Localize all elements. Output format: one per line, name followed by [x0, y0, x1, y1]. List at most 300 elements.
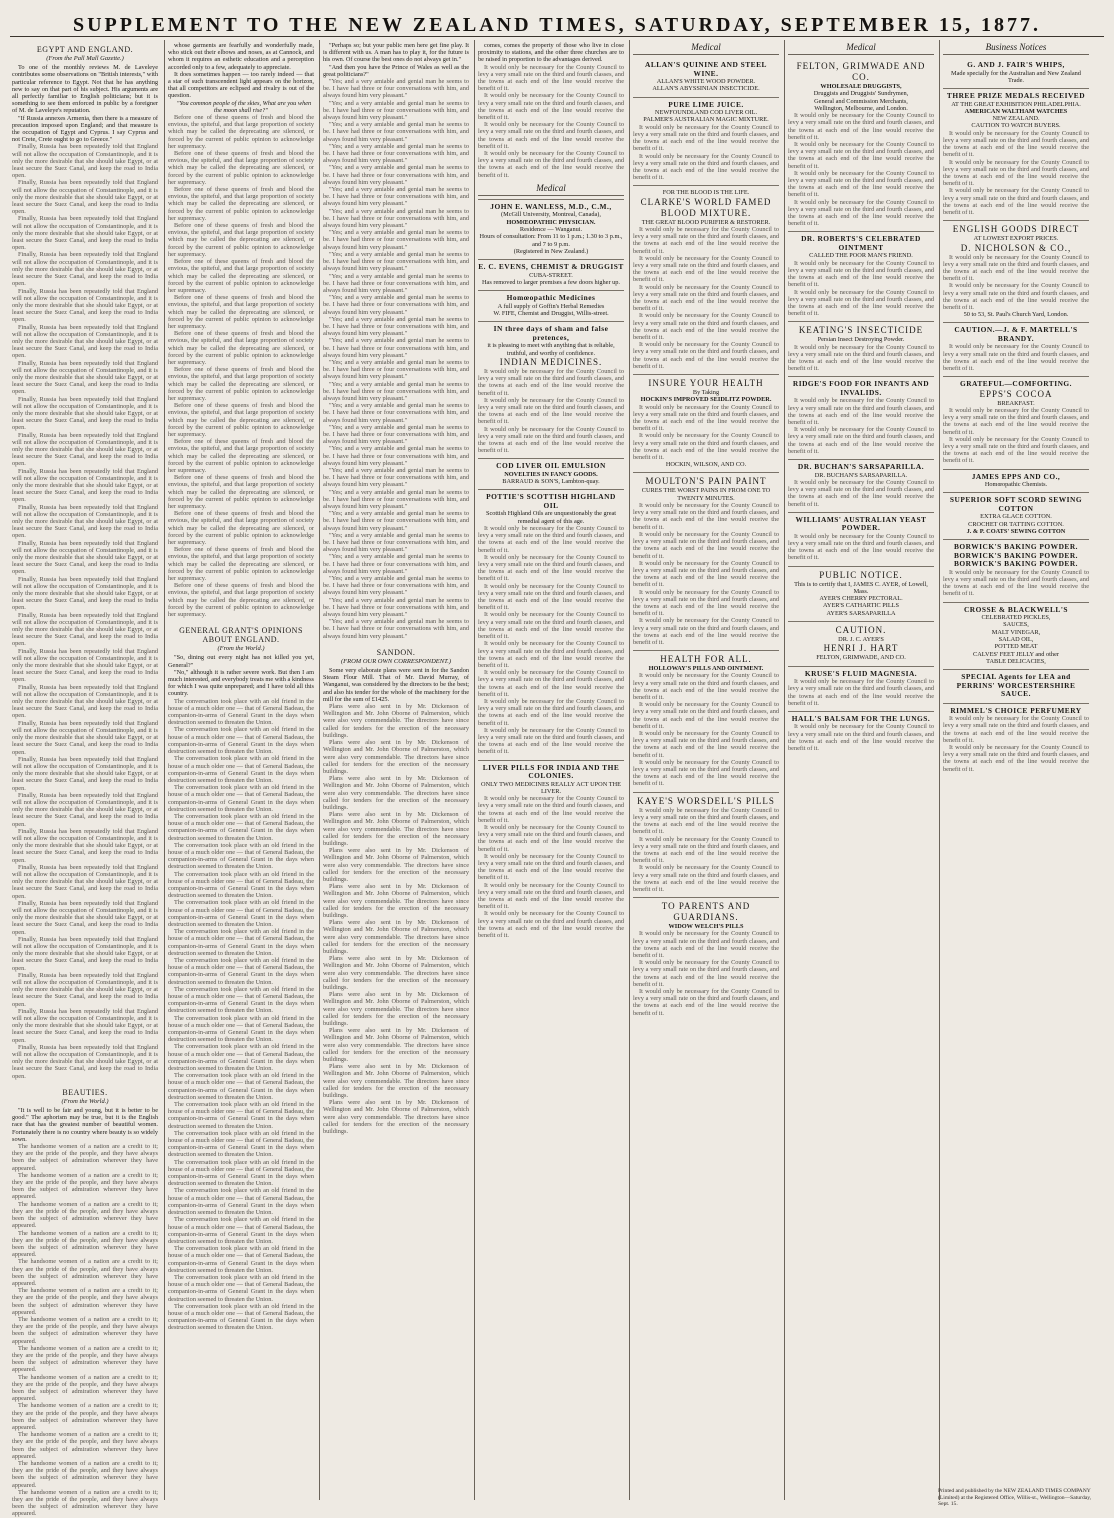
ad-line: FOR THE BLOOD IS THE LIFE.: [662, 189, 750, 197]
article-paragraph: Before one of these queens of fresh and blood the envious, the spiteful, and that large proportion of society which may be called the deprecating are silenced, or forced by the current of public opinion to acknowledge her supremacy.: [168, 402, 314, 438]
article-paragraph: "Yes; and a very amiable and genial man he seems to be. I have had three or four conversations with him, and always found him very pleasant.": [323, 553, 469, 575]
masthead: SUPPLEMENT TO THE NEW ZEALAND TIMES, SATURDAY, SEPTEMBER 15, 1877.: [72, 14, 1041, 36]
article-paragraph: "And then you have the Prince of Wales as well as the great politicians?": [323, 63, 469, 78]
article-paragraph: It does sometimes happen — too rarely indeed — that a star of such transcendent light appears on the horizon, that all competitors are eclipsed and rivalry is out of the question.: [168, 70, 314, 100]
article-paragraph: Before one of these queens of fresh and blood the envious, the spiteful, and that large proportion of society which may be called the deprecating are silenced, or forced by the current of public opinion to acknowledge her supremacy.: [168, 582, 314, 619]
ad-line: INDIAN MEDICINES.: [499, 356, 603, 367]
ad-title: CROSSE & BLACKWELL'S: [963, 604, 1069, 614]
ad-line: AT LOWEST EXPORT PRICES.: [973, 235, 1059, 243]
article-paragraph: The conversation took place with an old friend in the house of a much older one — that of General Badeau, the companion-in-arms of General Grant in the days when destruction seemed to threaten the Union.: [168, 1014, 314, 1044]
column-divider: [164, 40, 165, 1500]
article-paragraph: Finally, Russia has been repeatedly told that England will not allow the occupation of Constantinople, and it is only the more desirable that she should take Egypt, or at least secure the Suez Canal, and keep the road to India open.: [12, 575, 158, 612]
article-paragraph: The conversation took place with an old friend in the house of a much older one — that of General Badeau, the companion-in-arms of General Grant in the days when destruction seemed to threaten the Union.: [168, 899, 314, 928]
article-paragraph: The conversation took place with an old friend in the house of a much older one — that of General Badeau, the companion-in-arms of General Grant in the days when destruction seemed to threaten the Union.: [168, 1216, 314, 1245]
article-paragraph: The handsome women of a nation are a credit to it; they are the pride of the people, and they have always been the subject of admiration wherever they have appeared.: [12, 1171, 158, 1201]
ad-body: It would only be necessary for the County Council to levy a very small rate on the third and fourth classes, and the towns at each end of the line would receive the benefit of it.: [943, 715, 1089, 744]
ad-title: RIMMEL'S CHOICE PERFUMERY: [950, 705, 1082, 715]
advertisement: [478, 760, 624, 944]
ad-title: JAMES EPPS AND CO.,: [971, 471, 1061, 481]
ad-body: It would only be necessary for the County Council to levy a very small rate on the third and fourth classes, and the towns at each end of the line would receive the benefit of it.: [633, 672, 779, 702]
ad-line: Druggists and Druggists' Sundrymen,: [813, 90, 909, 98]
ad-title: KRUSE'S FLUID MAGNESIA.: [804, 668, 918, 678]
ad-title: BORWICK'S BAKING POWDER.: [953, 559, 1079, 569]
article-paragraph: Plans were also sent in by Mr. Dickenson of Wellington and Mr. John Oborne of Palmerston, which were also very commendable. The directors have since called for tenders for the erection of the necessary buildings.: [323, 739, 469, 775]
article-paragraph: Finally, Russia has been repeatedly told that England will not allow the occupation of Constantinople, and it is only the more desirable that she should take Egypt, or at least secure the Suez Canal, and keep the road to India open.: [12, 755, 158, 792]
article-paragraph: Finally, Russia has been repeatedly told that England will not allow the occupation of Constantinople, and it is only the more desirable that she should take Egypt, or at least secure the Suez Canal, and keep the road to India open.: [12, 287, 158, 324]
article-paragraph: Plans were also sent in by Mr. Dickenson of Wellington and Mr. John Oborne of Palmerston, which were also very commendable. The directors have since called for tenders for the erection of the necessary buildings.: [323, 775, 469, 811]
article-paragraph: Before one of these queens of fresh and blood the envious, the spiteful, and that large proportion of society which may be called the deprecating are silenced, or forced by the current of public opinion to acknowledge her supremacy.: [168, 222, 314, 258]
ad-title: E. C. EVENS, CHEMIST & DRUGGIST: [478, 262, 624, 272]
ad-line: NOVELTIES IN FANCY GOODS.: [504, 470, 598, 478]
section-header: Medical: [633, 42, 779, 55]
advertisement: [478, 259, 624, 290]
article-paragraph: The handsome women of a nation are a credit to it; they are the pride of the people, and they have always been the subject of admiration wherever they have appeared.: [12, 1344, 158, 1374]
advertisement: [788, 459, 934, 512]
column-7: [943, 42, 1089, 1482]
article-paragraph: "Yes; and a very amiable and genial man he seems to be. I have had three or four conversations with him, and always found him very pleasant.": [323, 596, 469, 619]
advertisement: [788, 231, 934, 321]
article-paragraph: Finally, Russia has been repeatedly told that England will not allow the occupation of Constantinople, and it is only the more desirable that she should take Egypt, or at least secure the Suez Canal, and keep the road to India open.: [12, 143, 158, 180]
ad-body: It would only be necessary for the County Council to levy a very small rate on the third and fourth classes, and the towns at each end of the line would receive the benefit of it.: [788, 169, 934, 199]
ad-body: It would only be necessary for the County Council to levy a very small rate on the third and fourth classes, and the towns at each end of the line would receive the benefit of it.: [788, 397, 934, 427]
ad-body: It would only be necessary for the County Council to levy a very small rate on the third and fourth classes, and the towns at each end of the line would receive the benefit of it.: [943, 129, 1089, 159]
ad-body: It would only be necessary for the County Council to levy a very small rate on the third and fourth classes, and the towns at each end of the line would receive the benefit of it.: [633, 959, 779, 988]
article-paragraph: Finally, Russia has been repeatedly told that England will not allow the occupation of Constantinople, and it is only the more desirable that she should take Egypt, or at least secure the Suez Canal, and keep the road to India open.: [12, 179, 158, 216]
ad-line: TABLE DELICACIES,: [986, 657, 1046, 665]
advertisement: [943, 492, 1089, 539]
ad-line: AYER'S CATHARTIC PILLS: [822, 602, 900, 610]
article-paragraph: Before one of these queens of fresh and blood the envious, the spiteful, and that large proportion of society which may be called the deprecating are silenced, or forced by the current of public opinion to acknowledge her supremacy.: [168, 186, 314, 222]
article-paragraph: The conversation took place with an old friend in the house of a much older one — that of General Badeau, the companion-in-arms of General Grant in the days when destruction seemed to threaten the Union.: [168, 812, 314, 842]
ad-line: Homœopathic Chemists.: [984, 481, 1048, 489]
article-paragraph: The conversation took place with an old friend in the house of a much older one — that of General Badeau, the companion-in-arms of General Grant in the days when destruction seemed to threaten the Union.: [168, 1302, 314, 1332]
ad-body: It would only be necessary for the County Council to levy a very small rate on the third and fourth classes, and the towns at each end of the line would receive the benefit of it.: [943, 744, 1089, 773]
ad-title: SPECIAL Agents for LEA and PERRINS' WORCESTERSHIRE SAUCE.: [956, 672, 1076, 699]
advertisement: [633, 472, 779, 650]
article-title: BEAUTIES.: [62, 1087, 108, 1097]
article-paragraph: comes, comes the property of those who live in close proximity to stations, and the other three churches are to be raised in proportion to the advantages derived.: [478, 42, 624, 64]
section-header: Medical: [478, 183, 624, 196]
column-divider: [319, 40, 320, 1500]
article-paragraph: Before one of these queens of fresh and blood the envious, the spiteful, and that large proportion of society which may be called the deprecating are silenced, or forced by the current of public opinion to acknowledge her supremacy.: [168, 366, 314, 402]
ad-line: CROCHET OR TATTING COTTON.: [968, 520, 1064, 528]
column-6: [788, 42, 934, 1497]
article-paragraph: "Yes; and a very amiable and genial man he seems to be. I have had three or four conversations with him, and always found him very pleasant.": [323, 99, 469, 122]
ad-line: AYER'S CHERRY PECTORAL.: [819, 595, 903, 603]
article-paragraph: "Yes; and a very amiable and genial man he seems to be. I have had three or four conversations with him, and always found him very pleasant.": [323, 164, 469, 186]
article-paragraph: It would only be necessary for the County Council to levy a very small rate on the third and fourth classes, and the towns at each end of the line would receive the benefit of it.: [478, 121, 624, 150]
article-paragraph: The conversation took place with an old friend in the house of a much older one — that of General Badeau, the companion-in-arms of General Grant in the days when destruction seemed to threaten the Union.: [168, 784, 314, 813]
advertisement: [633, 58, 779, 97]
article-title: SANDON.: [376, 647, 416, 657]
article-paragraph: The conversation took place with an old friend in the house of a much older one — that of General Badeau, the companion-in-arms of General Grant in the days when destruction seemed to threaten the Union.: [168, 928, 314, 957]
column-5: [633, 42, 779, 1497]
ad-body: It would only be necessary for the County Council to levy a very small rate on the third and fourth classes, and the towns at each end of the line would receive the benefit of it.: [633, 864, 779, 893]
ad-body: It would only be necessary for the County Council to levy a very small rate on the third and fourth classes, and the towns at each end of the line would receive the benefit of it.: [478, 640, 624, 669]
ad-line: Residence — Wanganui.: [519, 225, 583, 233]
ad-body: It would only be necessary for the County Council to levy a very small rate on the third and fourth classes, and the towns at each end of the line would receive the benefit of it.: [788, 343, 934, 373]
ad-body: It would only be necessary for the County Council to levy a very small rate on the third and fourth classes, and the towns at each end of the line would receive the benefit of it.: [943, 343, 1089, 373]
ad-body: It would only be necessary for the County Council to levy a very small rate on the third and fourth classes, and the towns at each end of the line would receive the benefit of it.: [788, 532, 934, 562]
ad-body: It would only be necessary for the County Council to levy a very small rate on the third and fourth classes, and the towns at each end of the line would receive the benefit of it.: [943, 282, 1089, 311]
advertisement: [943, 58, 1089, 88]
ad-title: POTTIE'S SCOTTISH HIGHLAND OIL: [486, 492, 616, 510]
ad-body: It would only be necessary for the County Council to levy a very small rate on the third and fourth classes, and the towns at each end of the line would receive the benefit of it.: [478, 611, 624, 641]
article-paragraph: Finally, Russia has been repeatedly told that England will not allow the occupation of Constantinople, and it is only the more desirable that she should take Egypt, or at least secure the Suez Canal, and keep the road to India open.: [12, 683, 158, 720]
article-paragraph: Finally, Russia has been repeatedly told that England will not allow the occupation of Constantinople, and it is only the more desirable that she should take Egypt, or at least secure the Suez Canal, and keep the road to India open.: [12, 503, 158, 540]
ad-body: It would only be necessary for the County Council to levy a very small rate on the third and fourth classes, and the towns at each end of the line would receive the benefit of it.: [633, 123, 779, 153]
article-paragraph: Finally, Russia has been repeatedly told that England will not allow the occupation of Constantinople, and it is only the more desirable that she should take Egypt, or at least secure the Suez Canal, and keep the road to India open.: [12, 467, 158, 504]
ad-body: It would only be necessary for the County Council to levy a very small rate on the third and fourth classes, and the towns at each end of the line would receive the benefit of it.: [478, 910, 624, 939]
ad-title: Homœopathic Medicines: [506, 293, 596, 303]
ad-line: HOMŒOPATHIC PHYSICIAN.: [506, 218, 596, 226]
article-paragraph: Before one of these queens of fresh and blood the envious, the spiteful, and that large proportion of society which may be called the deprecating are silenced, or forced by the current of public opinion to acknowledge her supremacy.: [168, 474, 314, 510]
advertisement: [633, 650, 779, 792]
ad-body: It would only be necessary for the County Council to levy a very small rate on the third and fourth classes, and the towns at each end of the line would receive the benefit of it.: [633, 502, 779, 531]
ad-body: It would only be necessary for the County Council to levy a very small rate on the third and fourth classes, and the towns at each end of the line would receive the benefit of it.: [633, 588, 779, 618]
advertisement: [788, 621, 934, 666]
article-paragraph: Before one of these queens of fresh and blood the envious, the spiteful, and that large proportion of society which may be called the deprecating are silenced, or forced by the current of public opinion to acknowledge her supremacy.: [168, 114, 314, 150]
ad-line: General and Commission Merchants,: [814, 97, 908, 105]
ad-body: It would only be necessary for the County Council to levy a very small rate on the third and fourth classes, and the towns at each end of the line would receive the benefit of it.: [788, 426, 934, 455]
ad-line: WIDOW WELCH'S PILLS: [668, 923, 744, 931]
ad-title: CLARKE'S WORLD FAMED BLOOD MIXTURE.: [640, 196, 772, 218]
article-paragraph: The conversation took place with an old friend in the house of a much older one — that of General Badeau, the companion-in-arms of General Grant in the days when destruction seemed to threaten the Union.: [168, 1158, 314, 1188]
ad-line: J. & P. COATS' SEWING COTTON: [966, 528, 1066, 536]
article-paragraph: "Yes; and a very amiable and genial man he seems to be. I have had three or four conversations with him, and always found him very pleasant.": [323, 423, 469, 446]
article-paragraph: Before one of these queens of fresh and blood the envious, the spiteful, and that large proportion of society which may be called the deprecating are silenced, or forced by the current of public opinion to acknowledge her supremacy.: [168, 438, 314, 474]
ad-line: ONLY TWO MEDICINES REALLY ACT UPON THE LIVER.: [481, 780, 621, 795]
article-paragraph: "Yes; and a very amiable and genial man he seems to be. I have had three or four conversations with him, and always found him very pleasant.": [323, 402, 469, 424]
ad-body: It would only be necessary for the County Council to levy a very small rate on the third and fourth classes, and the towns at each end of the line would receive the benefit of it.: [633, 225, 779, 255]
ad-line: Hours of consultation: From 11 to 1 p.m.; 1.30 to 3 p.m., and 7 to 9 p.m.: [479, 233, 623, 248]
article-title: EGYPT AND ENGLAND.: [36, 45, 134, 54]
ad-body: It would only be necessary for the County Council to levy a very small rate on the third and fourth classes, and the towns at each end of the line would receive the benefit of it.: [633, 930, 779, 960]
ad-body: It would only be necessary for the County Council to levy a very small rate on the third and fourth classes, and the towns at each end of the line would receive the benefit of it.: [478, 823, 624, 853]
article-paragraph: "Yes; and a very amiable and genial man he seems to be. I have had three or four conversations with him, and always found him very pleasant.": [323, 186, 469, 208]
article-paragraph: Finally, Russia has been repeatedly told that England will not allow the occupation of Constantinople, and it is only the more desirable that she should take Egypt, or at least secure the Suez Canal, and keep the road to India open.: [12, 539, 158, 576]
article-paragraph: The conversation took place with an old friend in the house of a much older one — that of General Badeau, the companion-in-arms of General Grant in the days when destruction seemed to threaten the Union.: [168, 1273, 314, 1303]
ad-line: HOCKIN'S IMPROVED SEIDLITZ POWDER.: [640, 396, 772, 404]
advertisement: [788, 512, 934, 566]
ad-body: It would only be necessary for the County Council to levy a very small rate on the third and fourth classes, and the towns at each end of the line would receive the benefit of it.: [788, 288, 934, 318]
article-paragraph: Finally, Russia has been repeatedly told that England will not allow the occupation of Constantinople, and it is only the more desirable that she should take Egypt, or at least secure the Suez Canal, and keep the road to India open.: [12, 647, 158, 684]
ad-title: RIDGE'S FOOD FOR INFANTS AND INVALIDS.: [792, 379, 930, 397]
column-divider: [939, 40, 940, 1500]
article-paragraph: The conversation took place with an old friend in the house of a much older one — that of General Badeau, the companion-in-arms of General Grant in the days when destruction seemed to threaten the Union.: [168, 1101, 314, 1130]
ad-body: It would only be necessary for the County Council to levy a very small rate on the third and fourth classes, and the towns at each end of the line would receive the benefit of it.: [633, 559, 779, 589]
ad-line: PALMER'S AUSTRALIAN MAGIC MIXTURE.: [643, 116, 769, 124]
ad-line: CALLED THE POOR MAN'S FRIEND.: [809, 252, 913, 260]
ad-title: GRATEFUL—COMFORTING.: [959, 379, 1073, 389]
article-paragraph: The conversation took place with an old friend in the house of a much older one — that of General Badeau, the companion-in-arms of General Grant in the days when destruction seemed to threaten the Union.: [168, 697, 314, 727]
article-paragraph: It would only be necessary for the County Council to levy a very small rate on the third and fourth classes, and the towns at each end of the line would receive the benefit of it.: [478, 92, 624, 122]
advertisement: [633, 97, 779, 186]
article-paragraph: It would only be necessary for the County Council to levy a very small rate on the third and fourth classes, and the towns at each end of the line would receive the benefit of it.: [478, 150, 624, 179]
ad-body: It would only be necessary for the County Council to levy a very small rate on the third and fourth classes, and the towns at each end of the line would receive the benefit of it.: [633, 988, 779, 1017]
article-paragraph: "Yes; and a very amiable and genial man he seems to be. I have had three or four conversations with him, and always found him very pleasant.": [323, 510, 469, 532]
ad-line: CELEBRATED PICKLES,: [981, 614, 1051, 622]
advertisement: [943, 220, 1089, 322]
column-1: [12, 42, 158, 1518]
section-header: Medical: [788, 42, 934, 55]
ad-title: BORWICK'S BAKING POWDER.: [953, 550, 1079, 560]
article-paragraph: The conversation took place with an old friend in the house of a much older one — that of General Badeau, the companion-in-arms of General Grant in the days when destruction seemed to threaten the Union.: [168, 870, 314, 900]
advertisement: [943, 88, 1089, 220]
advertisement: [633, 792, 779, 897]
article-paragraph: The conversation took place with an old friend in the house of a much older one — that of General Badeau, the companion-in-arms of General Grant in the days when destruction seemed to threaten the Union.: [168, 956, 314, 986]
article-paragraph: "Yes; and a very amiable and genial man he seems to be. I have had three or four conversations with him, and always found him very pleasant.": [323, 250, 469, 273]
ad-body: It would only be necessary for the County Council to levy a very small rate on the third and fourth classes, and the towns at each end of the line would receive the benefit of it.: [633, 730, 779, 759]
column-3: [323, 42, 469, 1497]
ad-title: ENGLISH GOODS DIRECT: [952, 224, 1080, 235]
ad-line: AT THE GREAT EXHIBITION PHILADELPHIA.: [951, 100, 1081, 108]
column-2: [168, 42, 314, 1497]
ad-title: CAUTION.: [835, 625, 887, 635]
ad-line: This is to certify that I, JAMES C. AYER, of Lowell, Mass.: [794, 580, 928, 595]
ad-body: It would only be necessary for the County Council to levy a very small rate on the third and fourth classes, and the towns at each end of the line would receive the benefit of it.: [633, 617, 779, 646]
article-paragraph: "Yes; and a very amiable and genial man he seems to be. I have had three or four conversations with him, and always found him very pleasant.": [323, 575, 469, 597]
ad-line: FELTON, GRIMWADE, AND CO.: [816, 654, 906, 662]
ad-line: NEWFOUNDLAND COD LIVER OIL.: [654, 109, 758, 117]
ad-line: ALLAN'S WHITE WOOD POWDER.: [656, 78, 756, 85]
ad-line: WHOLESALE DRUGGISTS,: [820, 83, 902, 90]
article-paragraph: Before one of these queens of fresh and blood the envious, the spiteful, and that large proportion of society which may be called the deprecating are silenced, or forced by the current of public opinion to acknowledge her supremacy.: [168, 546, 314, 583]
ad-body: It would only be necessary for the County Council to levy a very small rate on the third and fourth classes, and the towns at each end of the line would receive the benefit of it.: [788, 678, 934, 707]
article-paragraph: Finally, Russia has been repeatedly told that England will not allow the occupation of Constantinople, and it is only the more desirable that she should take Egypt, or at least secure the Suez Canal, and keep the road to India open.: [12, 1007, 158, 1044]
article-paragraph: The handsome women of a nation are a credit to it; they are the pride of the people, and they have always been the subject of admiration wherever they have appeared.: [12, 1229, 158, 1259]
ad-title: HALL'S BALSAM FOR THE LUNGS.: [791, 713, 931, 723]
ad-line: AYER'S SARSAPARILLA: [826, 609, 896, 617]
ad-line: Has removed to larger premises a few doors higher up.: [481, 278, 621, 286]
article-paragraph: Finally, Russia has been repeatedly told that England will not allow the occupation of Constantinople, and it is only the more desirable that she should take Egypt, or at least secure the Suez Canal, and keep the road to India open.: [12, 323, 158, 360]
ad-body: It would only be necessary for the County Council to levy a very small rate on the third and fourth classes, and the towns at each end of the line would receive the benefit of it.: [943, 435, 1089, 465]
ad-line: Scottish Highland Oils are unquestionably the great remedial agent of this age.: [485, 510, 617, 525]
ad-title: FELTON, GRIMWADE AND CO.: [796, 61, 926, 82]
ad-line: CALVES' FEET JELLY and other: [973, 650, 1059, 658]
advertisement: [788, 566, 934, 621]
ad-body: It would only be necessary for the County Council to levy a very small rate on the third and fourth classes, and the towns at each end of the line would receive the benefit of it.: [478, 881, 624, 911]
article-paragraph: "Yes; and a very amiable and genial man he seems to be. I have had three or four conversations with him, and always found him very pleasant.": [323, 445, 469, 467]
advertisement: [633, 897, 779, 1021]
ad-body: It would only be necessary for the County Council to levy a very small rate on the third and fourth classes, and the towns at each end of the line would receive the benefit of it.: [633, 758, 779, 788]
article-paragraph: Plans were also sent in by Mr. Dickenson of Wellington and Mr. John Oborne of Palmerston, which were also very commendable. The directors have since called for tenders for the erection of the necessary buildings.: [323, 991, 469, 1028]
article-paragraph: Plans were also sent in by Mr. Dickenson of Wellington and Mr. John Oborne of Palmerston, which were also very commendable. The directors have since called for tenders for the erection of the necessary buildings.: [323, 1063, 469, 1100]
article-paragraph: Before one of these queens of fresh and blood the envious, the spiteful, and that large proportion of society which may be called the deprecating are silenced, or forced by the current of public opinion to acknowledge her supremacy.: [168, 294, 314, 330]
ad-body: It would only be necessary for the County Council to levy a very small rate on the third and fourth classes, and the towns at each end of the line would receive the benefit of it.: [633, 403, 779, 433]
ad-line: A full supply of Goffin's Herbal Remedies: [497, 302, 605, 310]
ad-body: It would only be necessary for the County Council to levy a very small rate on the third and fourth classes, and the towns at each end of the line would receive the benefit of it.: [633, 283, 779, 313]
article-paragraph: Before one of these queens of fresh and blood the envious, the spiteful, and that large proportion of society which may be called the deprecating are silenced, or forced by the current of public opinion to acknowledge her supremacy.: [168, 510, 314, 547]
ad-title: SUPERIOR SOFT SCORD SEWING COTTON: [949, 495, 1083, 513]
ad-line: ALLAN'S ABYSSINIAN INSECTICIDE.: [652, 85, 760, 93]
ad-line: POTTED MEAT: [994, 643, 1038, 651]
ad-line: EXTRA GLACE COTTON.: [980, 513, 1052, 521]
ad-line: By Taking: [692, 388, 720, 396]
advertisement: [478, 290, 624, 321]
article-paragraph: Plans were also sent in by Mr. Dickenson of Wellington and Mr. John Oborne of Palmerston, which were also very commendable. The directors have since called for tenders for the erection of the necessary buildings.: [323, 1027, 469, 1064]
ad-body: It would only be necessary for the County Council to levy a very small rate on the third and fourth classes, and the towns at each end of the line would receive the benefit of it.: [478, 525, 624, 554]
ad-title: INSURE YOUR HEALTH: [648, 377, 764, 388]
article-paragraph: "Yes; and a very amiable and genial man he seems to be. I have had three or four conversations with him, and always found him very pleasant.": [323, 337, 469, 359]
ad-line: THE GREAT BLOOD PURIFIER & RESTORER.: [641, 218, 771, 226]
advertisement: [943, 669, 1089, 703]
ad-title: WILLIAMS' AUSTRALIAN YEAST POWDER.: [795, 514, 927, 533]
advertisement: [943, 539, 1089, 601]
article-paragraph: The conversation took place with an old friend in the house of a much older one — that of General Badeau, the companion-in-arms of General Grant in the days when destruction seemed to threaten the Union.: [168, 841, 314, 871]
advertisement: [943, 322, 1089, 376]
article-paragraph: Finally, Russia has been repeatedly told that England will not allow the occupation of Constantinople, and it is only the more desirable that she should take Egypt, or at least secure the Suez Canal, and keep the road to India open.: [12, 935, 158, 972]
article-paragraph: Before one of these queens of fresh and blood the envious, the spiteful, and that large proportion of society which may be called the deprecating are silenced, or forced by the current of public opinion to acknowledge her supremacy.: [168, 258, 314, 294]
article-paragraph: Plans were also sent in by Mr. Dickenson of Wellington and Mr. John Oborne of Palmerston, which were also very commendable. The directors have since called for tenders for the erection of the necessary buildings.: [323, 811, 469, 847]
ad-body: It would only be necessary for the County Council to levy a very small rate on the third and fourth classes, and the towns at each end of the line would receive the benefit of it.: [633, 530, 779, 560]
article-paragraph: "Yes; and a very amiable and genial man he seems to be. I have had three or four conversations with him, and always found him very pleasant.": [323, 618, 469, 640]
advertisement: [943, 376, 1089, 468]
article-paragraph: "Yes; and a very amiable and genial man he seems to be. I have had three or four conversations with him, and always found him very pleasant.": [323, 358, 469, 381]
article-paragraph: "Yes; and a very amiable and genial man he seems to be. I have had three or four conversations with him, and always found him very pleasant.": [323, 380, 469, 402]
article-paragraph: "No," although it is rather severe work. But then I am much interested, and everybody treats me with a kindness for which I was quite unprepared; and I have told all this country.: [168, 668, 314, 698]
ad-line: BREAKFAST.: [997, 399, 1035, 407]
ad-title: DR. BUCHAN'S SARSAPARILLA.: [797, 462, 925, 472]
article-paragraph: Finally, Russia has been repeatedly told that England will not allow the occupation of Constantinople, and it is only the more desirable that she should take Egypt, or at least secure the Suez Canal, and keep the road to India open.: [12, 359, 158, 396]
ad-line: CUBA-STREET.: [529, 271, 573, 279]
column-divider: [629, 40, 630, 1500]
article-paragraph: Some very elaborate plans were sent in for the Sandon Steam Flour Mill. That of Mr. David Murray, of Wanganui, was considered by the directors to be the best; and also his tender for the whole of the machinery for the mill for the sum of £1425.: [323, 667, 469, 703]
article-paragraph: The conversation took place with an old friend in the house of a much older one — that of General Badeau, the companion-in-arms of General Grant in the days when destruction seemed to threaten the Union.: [168, 1072, 314, 1101]
article-paragraph: Finally, Russia has been repeatedly told that England will not allow the occupation of Constantinople, and it is only the more desirable that she should take Egypt, or at least secure the Suez Canal, and keep the road to India open.: [12, 791, 158, 828]
article-paragraph: The handsome women of a nation are a credit to it; they are the pride of the people, and they have always been the subject of admiration wherever they have appeared.: [12, 1373, 158, 1403]
ad-body: It would only be necessary for the County Council to levy a very small rate on the third and fourth classes, and the towns at each end of the line would receive the benefit of it.: [943, 158, 1089, 188]
advertisement: [633, 185, 779, 374]
article-paragraph: "Yes; and a very amiable and genial man he seems to be. I have had three or four conversations with him, and always found him very pleasant.": [323, 272, 469, 294]
ad-line: CURES THE WORST PAINS IN FROM ONE TO TWENTY MINUTES.: [641, 487, 771, 502]
ad-title: KAYE'S WORSDELL'S PILLS: [637, 795, 775, 806]
article-paragraph: Before one of these queens of fresh and blood the envious, the spiteful, and that large proportion of society which may be called the deprecating are silenced, or forced by the current of public opinion to acknowledge her supremacy.: [168, 330, 314, 366]
article-paragraph: The conversation took place with an old friend in the house of a much older one — that of General Badeau, the companion-in-arms of General Grant in the days when destruction seemed to threaten the Union.: [168, 985, 314, 1015]
article-paragraph: The handsome women of a nation are a credit to it; they are the pride of the people, and they have always been the subject of admiration wherever they have appeared.: [12, 1287, 158, 1316]
ad-body: It would only be necessary for the County Council to levy a very small rate on the third and fourth classes, and the towns at each end of the line would receive the benefit of it.: [788, 141, 934, 170]
ad-line: SALAD OIL,: [998, 636, 1034, 644]
article-paragraph: The conversation took place with an old friend in the house of a much older one — that of General Badeau, the companion-in-arms of General Grant in the days when destruction seemed to threaten the Union.: [168, 1245, 314, 1274]
article-paragraph: The conversation took place with an old friend in the house of a much older one — that of General Badeau, the companion-in-arms of General Grant in the days when destruction seemed to threaten the Union.: [168, 1043, 314, 1073]
article-paragraph: Finally, Russia has been repeatedly told that England will not allow the occupation of Constantinople, and it is only the more desirable that she should take Egypt, or at least secure the Suez Canal, and keep the road to India open.: [12, 899, 158, 936]
ad-title: HEALTH FOR ALL.: [660, 654, 752, 665]
ad-line: CAUTION TO WATCH BUYERS.: [971, 122, 1061, 130]
ad-line: (McGill University, Montreal, Canada),: [501, 211, 601, 219]
article-paragraph: The handsome women of a nation are a credit to it; they are the pride of the people, and they have always been the subject of admiration wherever they have appeared.: [12, 1431, 158, 1460]
advertisement: [943, 469, 1089, 493]
article-paragraph: "Yes; and a very amiable and genial man he seems to be. I have had three or four conversations with him, and always found him very pleasant.": [323, 488, 469, 510]
ad-body: It would only be necessary for the County Council to levy a very small rate on the third and fourth classes, and the towns at each end of the line would receive the benefit of it.: [478, 367, 624, 397]
article-paragraph: The handsome women of a nation are a credit to it; they are the pride of the people, and they have always been the subject of admiration wherever they have appeared.: [12, 1315, 158, 1345]
article-paragraph: "If Russia annexes Armenia, then there is a measure of precaution imposed upon England; and that measure is the occupation of Egypt and Cyprus. I say Cyprus and not Crete, Crete ought to go to Greece.": [12, 114, 158, 144]
ad-line: D. NICHOLSON & CO.,: [960, 242, 1072, 253]
article-title: GENERAL GRANT'S OPINIONS ABOUT ENGLAND.: [179, 626, 303, 645]
article-paragraph: "Perhaps so; but your public men here get fine play. It is different with us. A man has to play it, for the future is his own. Of course the best ones do not always get in.": [323, 42, 469, 64]
advertisement: [943, 703, 1089, 777]
ad-body: It would only be necessary for the County Council to levy a very small rate on the third and fourth classes, and the towns at each end of the line would receive the benefit of it.: [943, 253, 1089, 283]
column-4: [478, 42, 624, 1497]
ad-line: MALT VINEGAR,: [991, 628, 1041, 636]
advertisement: [478, 321, 624, 458]
article-paragraph: Finally, Russia has been repeatedly told that England will not allow the occupation of Constantinople, and it is only the more desirable that she should take Egypt, or at least secure the Suez Canal, and keep the road to India open.: [12, 1043, 158, 1080]
article-paragraph: Finally, Russia has been repeatedly told that England will not allow the occupation of Constantinople, and it is only the more desirable that she should take Egypt, or at least secure the Suez Canal, and keep the road to India open.: [12, 215, 158, 252]
section-header: Business Notices: [943, 42, 1089, 55]
ad-body: It would only be necessary for the County Council to levy a very small rate on the third and fourth classes, and the towns at each end of the line would receive the benefit of it.: [788, 259, 934, 289]
article-paragraph: "Yes; and a very amiable and genial man he seems to be. I have had three or four conversations with him, and always found him very pleasant.": [323, 294, 469, 316]
ad-title: BORWICK'S BAKING POWDER.: [953, 542, 1079, 552]
ad-line: HOLLOWAY'S PILLS AND OINTMENT.: [648, 665, 764, 673]
ad-body: It would only be necessary for the County Council to levy a very small rate on the third and fourth classes, and the towns at each end of the line would receive the benefit of it.: [943, 407, 1089, 436]
article-paragraph: The conversation took place with an old friend in the house of a much older one — that of General Badeau, the companion-in-arms of General Grant in the days when destruction seemed to threaten the Union.: [168, 726, 314, 756]
advertisement: [788, 58, 934, 231]
ad-line: it is pleasing to meet with anything that is reliable, truthful, and worthy of confidence.: [487, 342, 615, 357]
ad-body: It would only be necessary for the County Council to levy a very small rate on the third and fourth classes, and the towns at each end of the line would receive the benefit of it.: [478, 697, 624, 727]
column-divider: [474, 40, 475, 1500]
article-paragraph: Finally, Russia has been repeatedly told that England will not allow the occupation of Constantinople, and it is only the more desirable that she should take Egypt, or at least secure the Suez Canal, and keep the road to India open.: [12, 971, 158, 1008]
ad-line: (Registered in New Zealand.): [513, 247, 589, 255]
ad-body: It would only be necessary for the County Council to levy a very small rate on the third and fourth classes, and the towns at each end of the line would receive the benefit of it.: [633, 806, 779, 836]
article-paragraph: To one of the monthly reviews M. de Laveleye contributes some observations on "British interests," with particular reference to Egypt. Not that he has anything new to say on that part of his subject. His arguments are all perfectly familiar to English politicians; but it is something to see them enforced in public by a foreigner of M. de Laveleye's reputation.: [12, 64, 158, 115]
ad-line: Wellington, Melbourne, and London.: [814, 104, 908, 112]
ad-title: DR. ROBERTS'S CELEBRATED OINTMENT: [801, 234, 921, 252]
ad-body: It would only be necessary for the County Council to levy a very small rate on the third and fourth classes, and the towns at each end of the line would receive the benefit of it.: [633, 152, 779, 182]
ad-body: It would only be necessary for the County Council to levy a very small rate on the third and fourth classes, and the towns at each end of the line would receive the benefit of it.: [943, 568, 1089, 598]
article-quote: "You common people of the skies, What are you when the moon shall rise?": [176, 99, 312, 114]
article-paragraph: The conversation took place with an old friend in the house of a much older one — that of General Badeau, the companion-in-arms of General Grant in the days when destruction seemed to threaten the Union.: [168, 1129, 314, 1159]
advertisement: [788, 711, 934, 756]
ad-title: G. AND J. FAIR'S WHIPS,: [967, 60, 1065, 69]
article-paragraph: Finally, Russia has been repeatedly told that England will not allow the occupation of Constantinople, and it is only the more desirable that she should take Egypt, or at least secure the Suez Canal, and keep the road to India open.: [12, 251, 158, 288]
article-paragraph: "It is well to be fair and young, but it is better to be good." The aphorism may be true, but it is the English race that has the greatest number of beautiful women. Fortunately there is no country where beauty is so widely sown.: [12, 1107, 158, 1143]
ad-body: It would only be necessary for the County Council to levy a very small rate on the third and fourth classes, and the towns at each end of the line would receive the benefit of it.: [633, 254, 779, 284]
article-paragraph: "So, dining out every night has not killed you yet, General?": [168, 654, 314, 669]
article-paragraph: "Yes; and a very amiable and genial man he seems to be. I have had three or four conversations with him, and always found him very pleasant.": [323, 315, 469, 338]
ad-body: It would only be necessary for the County Council to levy a very small rate on the third and fourth classes, and the towns at each end of the line would receive the benefit of it.: [633, 341, 779, 370]
ad-body: It would only be necessary for the County Council to levy a very small rate on the third and fourth classes, and the towns at each end of the line would receive the benefit of it.: [633, 835, 779, 865]
ad-line: DR. BUCHAN'S SARSAPARILLA.: [814, 471, 908, 479]
ad-line: HENRI J. HART: [823, 643, 899, 654]
article-paragraph: Before one of these queens of fresh and blood the envious, the spiteful, and that large proportion of society which may be called the deprecating are silenced, or forced by the current of public opinion to acknowledge her supremacy.: [168, 150, 314, 186]
ad-title: JOHN E. WANLESS, M.D., C.M.,: [490, 201, 612, 211]
article-paragraph: Finally, Russia has been repeatedly told that England will not allow the occupation of Constantinople, and it is only the more desirable that she should take Egypt, or at least secure the Suez Canal, and keep the road to India open.: [12, 827, 158, 864]
ad-title: LIVER PILLS FOR INDIA AND THE COLONIES.: [482, 762, 620, 781]
ad-title: THREE PRIZE MEDALS RECEIVED: [946, 91, 1086, 101]
ad-line: SAUCES,: [1003, 621, 1029, 629]
ad-line: 50 to 53, St. Paul's Church Yard, London.: [963, 311, 1069, 319]
ad-line: W. FIFE, Chemist and Druggist, Willis-street.: [493, 310, 609, 318]
ad-title: PURE LIME JUICE.: [668, 99, 744, 109]
ad-body: It would only be necessary for the County Council to levy a very small rate on the third and fourth classes, and the towns at each end of the line would receive the benefit of it.: [788, 198, 934, 228]
advertisement: [478, 458, 624, 489]
article-paragraph: The handsome women of a nation are a credit to it; they are the pride of the people, and they have always been the subject of admiration wherever they have appeared.: [12, 1488, 158, 1518]
article-paragraph: Plans were also sent in by Mr. Dickenson of Wellington and Mr. John Oborne of Palmerston, which were also very commendable. The directors have since called for tenders for the erection of the necessary buildings.: [323, 847, 469, 883]
article-paragraph: Plans were also sent in by Mr. Dickenson of Wellington and Mr. John Oborne of Palmerston, which were also very commendable. The directors have since called for tenders for the erection of the necessary buildings.: [323, 703, 469, 739]
article-paragraph: "Yes; and a very amiable and genial man he seems to be. I have had three or four conversations with him, and always found him very pleasant.": [323, 207, 469, 230]
ad-body: It would only be necessary for the County Council to levy a very small rate on the third and fourth classes, and the towns at each end of the line would receive the benefit of it.: [478, 396, 624, 426]
ad-body: It would only be necessary for the County Council to levy a very small rate on the third and fourth classes, and the towns at each end of the line would receive the benefit of it.: [478, 582, 624, 612]
advertisement: [478, 489, 624, 759]
article-paragraph: It would only be necessary for the County Council to levy a very small rate on the third and fourth classes, and the towns at each end of the line would receive the benefit of it.: [478, 63, 624, 93]
ad-body: It would only be necessary for the County Council to levy a very small rate on the third and fourth classes, and the towns at each end of the line would receive the benefit of it.: [478, 795, 624, 824]
ad-title: CAUTION.—J. & F. MARTELL'S BRANDY.: [954, 325, 1078, 343]
article-paragraph: Plans were also sent in by Mr. Dickenson of Wellington and Mr. John Oborne of Palmerston, which were also very commendable. The directors have since called for tenders for the erection of the necessary buildings.: [323, 1099, 469, 1136]
article-paragraph: The handsome women of a nation are a credit to it; they are the pride of the people, and they have always been the subject of admiration wherever they have appeared.: [12, 1258, 158, 1287]
ad-title: PUBLIC NOTICE.: [819, 569, 903, 580]
article-paragraph: Finally, Russia has been repeatedly told that England will not allow the occupation of Constantinople, and it is only the more desirable that she should take Egypt, or at least secure the Suez Canal, and keep the road to India open.: [12, 719, 158, 756]
article-paragraph: "Yes; and a very amiable and genial man he seems to be. I have had three or four conversations with him, and always found him very pleasant.": [323, 229, 469, 251]
article-paragraph: "Yes; and a very amiable and genial man he seems to be. I have had three or four conversations with him, and always found him very pleasant.": [323, 78, 469, 100]
